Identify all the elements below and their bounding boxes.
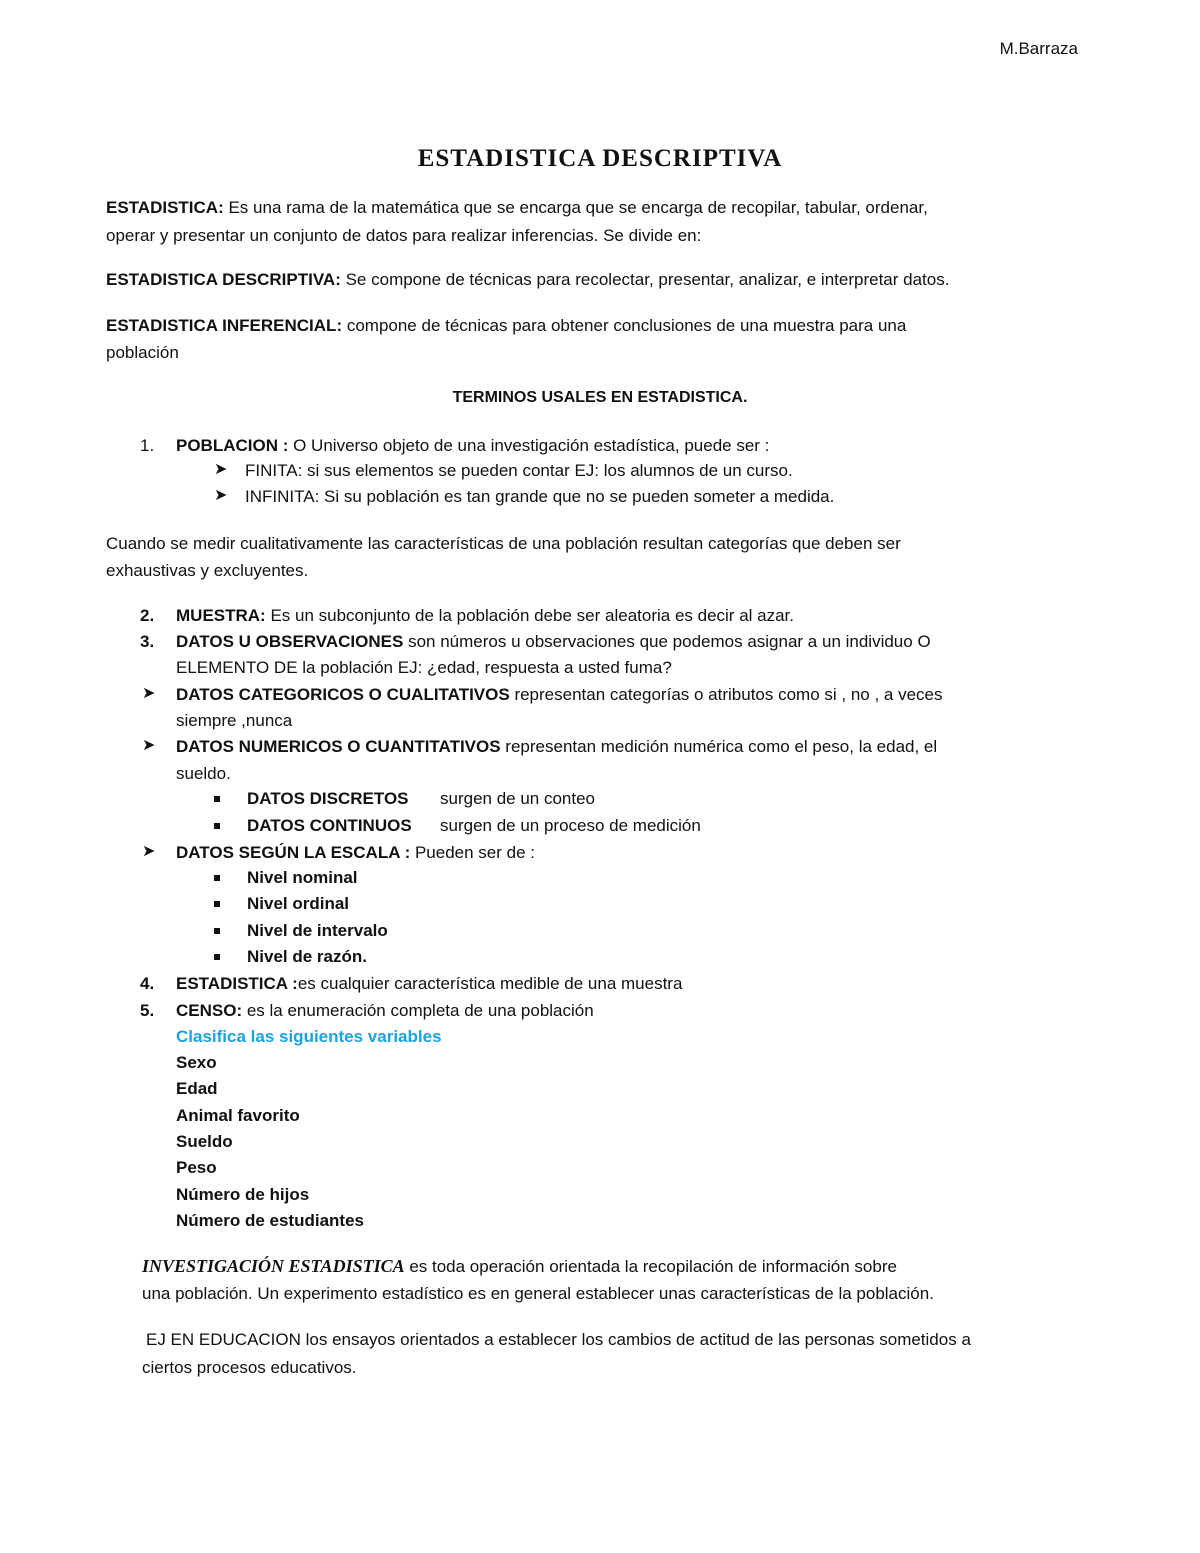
item1-infinita: INFINITA: Si su población es tan grande que no se pueden someter a medida. (245, 487, 835, 506)
header-author: M.Barraza (999, 39, 1078, 58)
para-cualitativa-line1: Cuando se medir cualitativamente las características de una población resultan categorías que deben ser (106, 534, 901, 553)
variable-item: Número de estudiantes (176, 1211, 364, 1230)
escala-text: Pueden ser de : (410, 843, 535, 862)
variable-item: Sexo (176, 1053, 217, 1072)
square-bullet-icon (214, 928, 220, 934)
arrow-bullet-icon: ➤ (142, 843, 156, 860)
para-cualitativa-line2: exhaustivas y excluyentes. (106, 561, 309, 580)
investigacion-line1 (142, 1257, 897, 1275)
square-bullet-icon (214, 796, 220, 802)
variable-item: Número de hijos (176, 1185, 310, 1204)
def-inferencial-line2: población (106, 343, 179, 362)
def-descriptiva-term: ESTADISTICA DESCRIPTIVA: (106, 270, 341, 289)
item3-text1: son números u observaciones que podemos asignar a un individuo O (403, 632, 931, 651)
item3-number: 3. (140, 632, 155, 651)
item1-line (176, 437, 769, 454)
item2-text: Es un subconjunto de la población debe ser aleatoria es decir al azar. (265, 606, 795, 625)
escala-level: Nivel de razón. (247, 947, 367, 966)
discretos-term: DATOS DISCRETOS (247, 789, 409, 808)
numericos-term: DATOS NUMERICOS O CUANTITATIVOS (176, 737, 501, 756)
discretos-text: surgen de un conteo (440, 789, 596, 808)
continuos-term: DATOS CONTINUOS (247, 816, 412, 835)
item3-term: DATOS U OBSERVACIONES (176, 632, 404, 651)
def-inferencial-line1 (106, 317, 906, 334)
item3-line1 (176, 633, 931, 650)
arrow-bullet-icon: ➤ (142, 737, 156, 754)
item4-term: ESTADISTICA : (176, 974, 298, 993)
ejemplo-line1: EJ EN EDUCACION los ensayos orientados a establecer los cambios de actitud de las personas sometidos a (146, 1330, 971, 1349)
numericos-text1: representan medición numérica como el peso, la edad, el (500, 737, 938, 756)
investigacion-text1: es toda operación orientada la recopilación de información sobre (404, 1257, 897, 1276)
page-title: ESTADISTICA DESCRIPTIVA (417, 145, 783, 172)
escala-level: Nivel de intervalo (247, 921, 388, 940)
item4-line (176, 975, 682, 992)
variable-item: Edad (176, 1079, 218, 1098)
escala-level: Nivel ordinal (247, 894, 350, 913)
item5-number: 5. (140, 1001, 155, 1020)
section-subtitle: TERMINOS USALES EN ESTADISTICA. (452, 389, 748, 406)
item2-number: 2. (140, 606, 155, 625)
def-estadistica-line2: operar y presentar un conjunto de datos para realizar inferencias. Se divide en: (106, 226, 702, 245)
arrow-bullet-icon: ➤ (142, 685, 156, 702)
def-inferencial-term: ESTADISTICA INFERENCIAL: (106, 316, 343, 335)
square-bullet-icon (214, 954, 220, 960)
item5-line (176, 1002, 594, 1019)
item2-term: MUESTRA: (176, 606, 266, 625)
item3-line2: ELEMENTO DE la población EJ: ¿edad, respuesta a usted fuma? (176, 658, 672, 677)
arrow-bullet-icon: ➤ (214, 461, 228, 478)
item5-text: es la enumeración completa de una población (242, 1001, 594, 1020)
escala-term: DATOS SEGÚN LA ESCALA : (176, 843, 411, 862)
item4-text: es cualquier característica medible de una muestra (297, 974, 683, 993)
item1-finita: FINITA: si sus elementos se pueden contar EJ: los alumnos de un curso. (245, 461, 793, 480)
square-bullet-icon (214, 901, 220, 907)
clasifica-heading: Clasifica las siguientes variables (176, 1027, 442, 1046)
variable-item: Peso (176, 1158, 217, 1177)
categoricos-term: DATOS CATEGORICOS O CUALITATIVOS (176, 685, 510, 704)
ejemplo-line2: ciertos procesos educativos. (142, 1358, 357, 1377)
categoricos-line2: siempre ,nunca (176, 711, 293, 730)
item1-text: O Universo objeto de una investigación estadística, puede ser : (288, 436, 770, 455)
continuos-text: surgen de un proceso de medición (440, 816, 701, 835)
numericos-line2: sueldo. (176, 764, 231, 783)
def-descriptiva (106, 271, 949, 288)
def-estadistica-term: ESTADISTICA: (106, 198, 224, 217)
def-descriptiva-text: Se compone de técnicas para recolectar, presentar, analizar, e interpretar datos. (340, 270, 950, 289)
arrow-bullet-icon: ➤ (214, 487, 228, 504)
categoricos-text1: representan categorías o atributos como si , no , a veces (509, 685, 943, 704)
def-inferencial-text1: compone de técnicas para obtener conclusiones de una muestra para una (342, 316, 907, 335)
numericos-line1 (176, 738, 937, 755)
item4-number: 4. (140, 974, 155, 993)
variable-item: Sueldo (176, 1132, 233, 1151)
escala-level: Nivel nominal (247, 868, 358, 887)
variable-item: Animal favorito (176, 1106, 300, 1125)
item1-number: 1. (140, 436, 155, 455)
square-bullet-icon (214, 823, 220, 829)
square-bullet-icon (214, 875, 220, 881)
categoricos-line1 (176, 686, 943, 703)
investigacion-term: INVESTIGACIÓN ESTADISTICA (142, 1256, 405, 1276)
def-estadistica-text1: Es una rama de la matemática que se encarga que se encarga de recopilar, tabular, ordenar, (223, 198, 928, 217)
item5-term: CENSO: (176, 1001, 243, 1020)
def-estadistica-line1 (106, 199, 928, 216)
escala-line (176, 844, 535, 861)
investigacion-line2: una población. Un experimento estadístico es en general establecer unas características de la población. (142, 1284, 934, 1303)
item1-term: POBLACION : (176, 436, 289, 455)
item2-line (176, 607, 794, 624)
